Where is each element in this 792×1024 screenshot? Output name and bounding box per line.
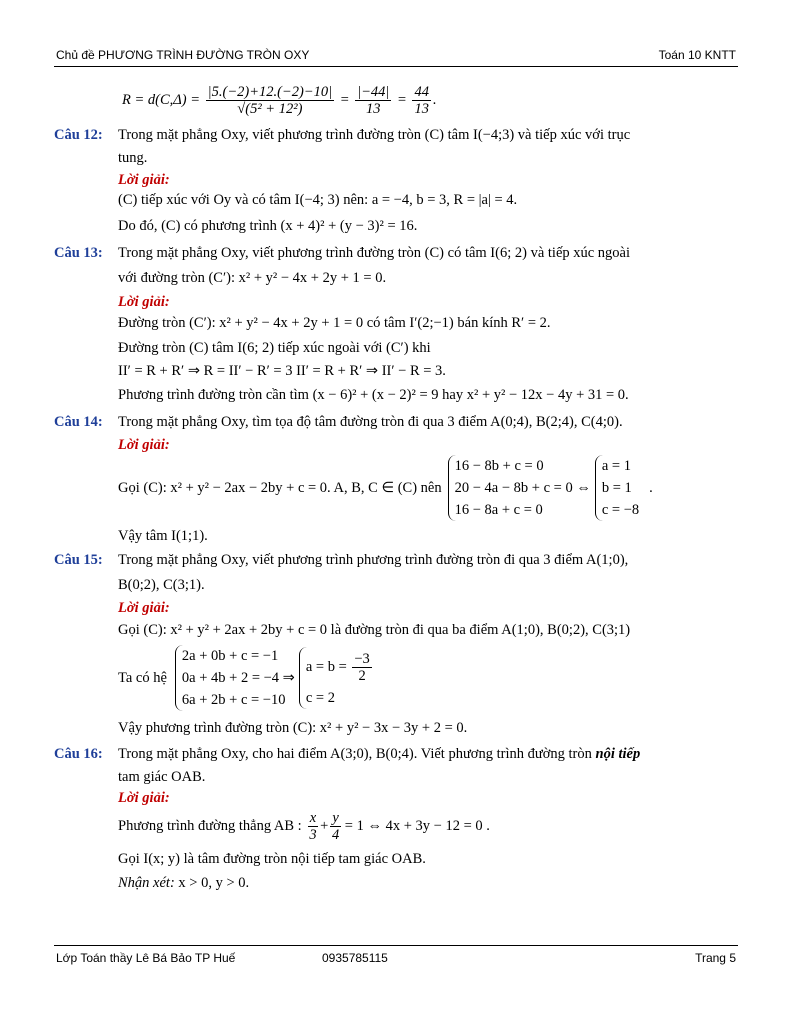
header-title: Chủ đề PHƯƠNG TRÌNH ĐƯỜNG TRÒN OXY — [56, 48, 310, 62]
fraction — [330, 810, 340, 843]
fraction — [412, 84, 431, 117]
question-text: Trong mặt phẳng Oxy, tìm tọa độ tâm đường tròn đi qua 3 điểm A(0;4), B(2;4), C(4;0). — [118, 414, 623, 430]
equation: b = 1 — [601, 480, 632, 496]
page-header — [54, 46, 738, 66]
footer-divider — [54, 945, 738, 946]
equation: 6a + 2b + c = −10 — [181, 692, 286, 708]
fraction — [355, 84, 391, 117]
equation-system — [595, 455, 639, 521]
equation: a = 1 — [601, 458, 631, 474]
fraction-num: 44 — [414, 84, 429, 100]
question-text: Trong mặt phẳng Oxy, viết phương trình phương trình đường tròn đi qua 3 điểm A(1;0), — [118, 552, 629, 568]
equation: 0a + 4b + 2 = −4 ⇒ — [181, 670, 295, 686]
fraction-den: 3 — [309, 826, 317, 843]
question-text: tam giác OAB. — [118, 769, 206, 785]
radius-formula: R = d(C,Δ) = $\frac{|5.(-2)+12.(-2)-10|}{\text{√(5² + 12²)}}$ = $\frac{|-44|}{13}$ = $\frac{44}{13}$ . — [122, 84, 437, 117]
question-text: B(0;2), C(3;1). — [118, 577, 205, 593]
question-label: Câu 16: — [54, 746, 103, 762]
question-label: Câu 13: — [54, 245, 103, 261]
equation: 2a + 0b + c = −1 — [181, 648, 279, 664]
fraction — [352, 651, 371, 684]
question-label: Câu 12: — [54, 127, 103, 143]
question-label: Câu 15: — [54, 552, 103, 568]
fraction — [206, 84, 334, 117]
solution-line: Gọi I(x; y) là tâm đường tròn nội tiếp tam giác OAB. — [118, 851, 426, 867]
equation: 20 − 4a − 8b + c = 0 ⇔ — [454, 480, 591, 496]
footer-phone: 0935785115 — [322, 951, 388, 965]
footer-author: Lớp Toán thầy Lê Bá Bảo TP Huế — [56, 951, 236, 965]
formula-lhs: R = d(C,Δ) = — [122, 91, 201, 108]
solution-line: Phương trình đường tròn cần tìm (x − 6)² + (x − 2)² = 9 hay x² + y² − 12x − 4y + 31 = 0. — [118, 387, 629, 403]
equation: 16 − 8a + c = 0 — [454, 502, 543, 518]
solution-heading: Lời giải: — [118, 172, 170, 188]
emphasis-text: nội tiếp — [595, 746, 641, 762]
solution-line: Gọi (C): x² + y² − 2ax − 2by + c = 0. A, B, C ∈ (C) nên — [118, 480, 442, 496]
punctuation: . — [649, 480, 653, 496]
solution-line: Đường tròn (C) tâm I(6; 2) tiếp xúc ngoài với (C′) khi — [118, 340, 431, 356]
solution-text: Phương trình đường thẳng AB : — [118, 818, 302, 834]
solution-line: Đường tròn (C′): x² + y² − 4x + 2y + 1 = 0 có tâm I′(2;−1) bán kính R′ = 2. — [118, 315, 551, 331]
header-subject: Toán 10 KNTT — [658, 48, 736, 62]
solution-line — [118, 874, 249, 892]
solution-heading: Lời giải: — [118, 437, 170, 453]
solution-line: II′ = R + R′ ⇒ R = II′ − R′ = 3 II′ = R + R′ ⇒ II′ − R = 3. — [118, 363, 446, 379]
solution-line: (C) tiếp xúc với Oy và có tâm I(−4; 3) nên: a = −4, b = 3, R = |a| = 4. — [118, 192, 518, 208]
fraction-num: x — [309, 809, 317, 826]
equation-system — [175, 645, 295, 711]
fraction-num: −3 — [354, 651, 370, 668]
equation-system — [299, 647, 374, 709]
solution-system — [118, 454, 653, 522]
solution-line: Ta có hệ — [118, 670, 167, 686]
solution-line: Vậy phương trình đường tròn (C): x² + y² − 3x − 3y + 2 = 0. — [118, 720, 468, 736]
fraction-num: y — [332, 809, 339, 826]
solution-line: Gọi (C): x² + y² + 2ax + 2by + c = 0 là đường tròn đi qua ba điểm A(1;0), B(0;2), C(3;1) — [118, 622, 631, 638]
solution-line — [118, 808, 490, 844]
question-text: Trong mặt phẳng Oxy, viết phương trình đường tròn (C) có tâm I(6; 2) và tiếp xúc ngoài — [118, 245, 631, 261]
equation: c = 2 — [305, 690, 335, 706]
equation-system — [448, 455, 591, 521]
remark-label: Nhận xét: — [118, 875, 175, 891]
solution-heading: Lời giải: — [118, 294, 170, 310]
fraction-den: 13 — [366, 101, 381, 117]
header-divider — [54, 66, 738, 67]
question-text-part: Trong mặt phẳng Oxy, cho hai điểm A(3;0), B(0;4). Viết phương trình đường tròn — [118, 746, 592, 762]
equation: a = b = — [305, 659, 347, 675]
fraction-den: 13 — [414, 101, 429, 117]
solution-line: Vậy tâm I(1;1). — [118, 528, 208, 544]
operator: + — [320, 818, 329, 834]
solution-heading: Lời giải: — [118, 790, 170, 806]
question-text — [118, 745, 640, 763]
fraction-den: 4 — [331, 826, 340, 843]
fraction-num: |5.(−2)+12.(−2)−10| — [207, 84, 333, 100]
solution-system — [118, 643, 374, 713]
fraction-num: |−44| — [357, 84, 390, 100]
footer-page-number: Trang 5 — [695, 951, 736, 965]
question-text: tung. — [118, 150, 148, 166]
fraction-den: √(5² + 12²) — [237, 101, 303, 117]
remark-text: x > 0, y > 0. — [178, 875, 250, 891]
equation: 16 − 8b + c = 0 — [454, 458, 544, 474]
question-text: Trong mặt phẳng Oxy, viết phương trình đường tròn (C) tâm I(−4;3) và tiếp xúc với trục — [118, 127, 631, 143]
solution-heading: Lời giải: — [118, 600, 170, 616]
question-label: Câu 14: — [54, 414, 103, 430]
solution-text: = 1 ⇔ 4x + 3y − 12 = 0 . — [344, 818, 490, 834]
question-text: với đường tròn (C′): x² + y² − 4x + 2y + 1 = 0. — [118, 270, 387, 286]
fraction-den: 2 — [358, 668, 366, 685]
fraction — [308, 810, 318, 843]
solution-line: Do đó, (C) có phương trình (x + 4)² + (y − 3)² = 16. — [118, 218, 418, 234]
equation: c = −8 — [601, 502, 640, 518]
